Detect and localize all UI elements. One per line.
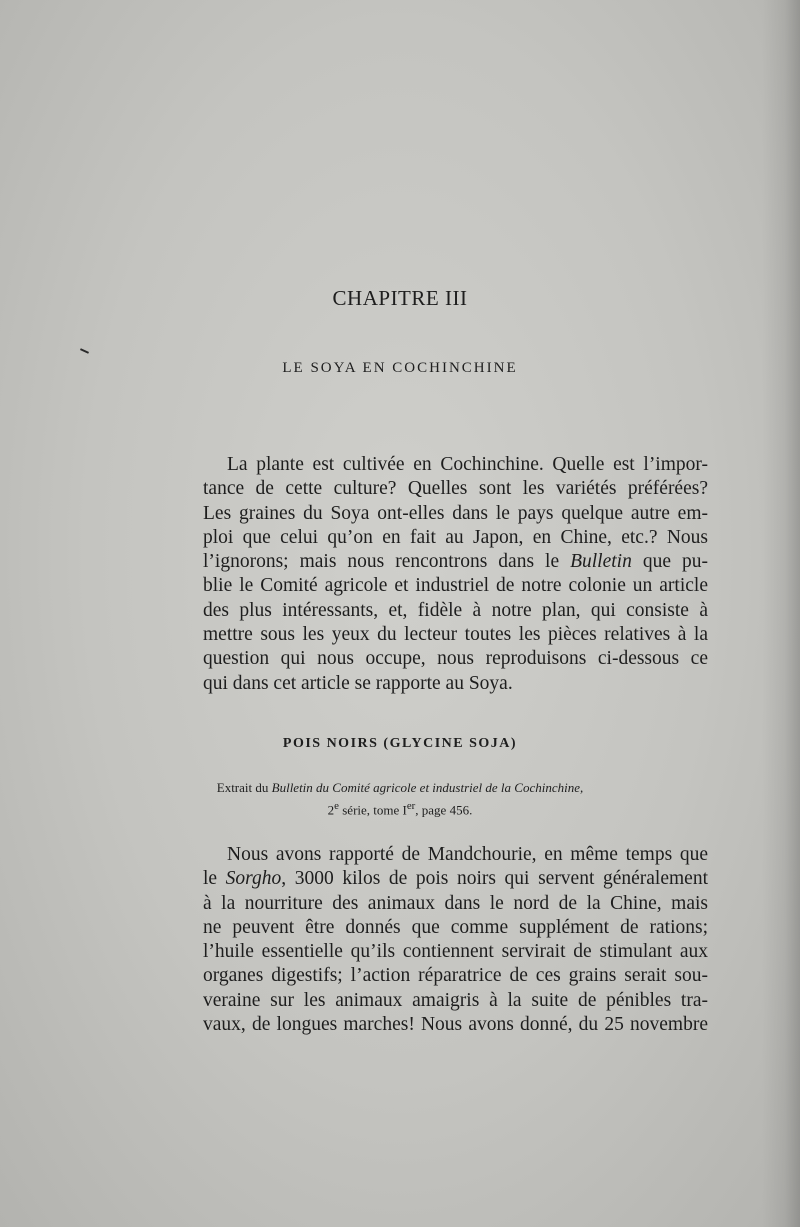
citation-volume: 2e série, tome Ier, page 456.: [327, 800, 473, 818]
text-line: le Sorgho, 3000 kilos de pois noirs qui servent généralement: [203, 868, 708, 890]
citation-source: Extrait du Bulletin du Comité agricole et industriel de la Cochinchine,: [216, 780, 584, 795]
bulletin-title: Bulletin: [570, 551, 632, 573]
text-line: blie le Comité agricole et industriel de notre colonie un article: [203, 575, 708, 597]
text-line: l’huile essentielle qu’ils contiennent servirait de stimulant aux: [203, 941, 708, 963]
text-line: vaux, de longues marches! Nous avons donné, du 25 novembre: [203, 1014, 708, 1036]
text-line: qui dans cet article se rapporte au Soya.: [203, 672, 513, 694]
text-line: l’ignorons; mais nous rencontrons dans le Bulletin que pu-: [203, 551, 708, 573]
chapter-title: CHAPITRE III: [332, 286, 468, 310]
extract-citation: [0, 778, 800, 819]
text-line: ploi que celui qu’on en fait au Japon, en Chine, etc.? Nous: [203, 526, 708, 548]
subsection-title: POIS NOIRS (GLYCINE SOJA): [282, 736, 518, 751]
section-title: LE SOYA EN COCHINCHINE: [282, 360, 518, 376]
ink-mark: [80, 348, 89, 354]
text-line: veraine sur les animaux amaigris à la suite de pénibles tra-: [203, 989, 708, 1011]
text-line: La plante est cultivée en Cochinchine. Quelle est l’impor-: [227, 454, 708, 475]
text-line: à la nourriture des animaux dans le nord de la Chine, mais: [203, 892, 708, 914]
page-edge-shadow: [762, 0, 800, 1227]
text-line: ne peuvent être donnés que comme supplément de rations;: [203, 916, 708, 938]
text-line: Nous avons rapporté de Mandchourie, en même temps que: [227, 844, 708, 865]
paragraph-intro: [203, 453, 708, 696]
text-line: des plus intéressants, et, fidèle à notre plan, qui consiste à: [203, 599, 708, 621]
text-line: organes digestifs; l’action réparatrice de ces grains serait sou-: [203, 965, 708, 987]
text-line: question qui nous occupe, nous reproduisons ci-dessous ce: [203, 648, 708, 670]
paragraph-extract-body: [203, 843, 708, 1037]
text-line: tance de cette culture? Quelles sont les variétés préférées?: [203, 478, 708, 500]
text-line: mettre sous les yeux du lecteur toutes les pièces relatives à la: [203, 624, 708, 646]
sorgho-term: Sorgho: [225, 868, 282, 890]
text-line: Les graines du Soya ont-elles dans le pays quelque autre em-: [203, 502, 708, 524]
